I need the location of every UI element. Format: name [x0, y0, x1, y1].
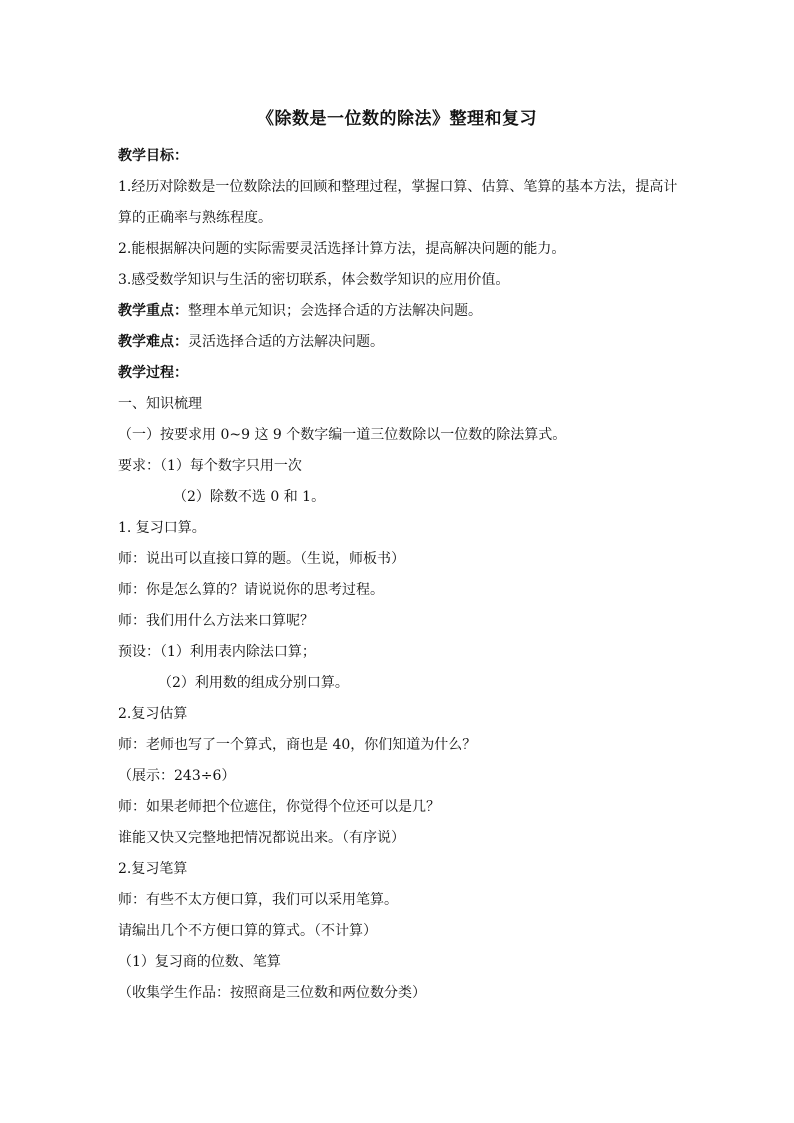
- goal-item-1: 1.经历对除数是一位数除法的回顾和整理过程，掌握口算、估算、笔算的基本方法，提高计算的正确率与熟练程度。: [118, 179, 678, 226]
- section-1-heading: 一、知识梳理: [118, 396, 202, 412]
- document-title: 《除数是一位数的除法》整理和复习: [257, 109, 537, 129]
- document-body: [118, 141, 678, 1009]
- requirement-2: （2）除数不选 0 和 1。: [173, 489, 326, 505]
- process-heading: 教学过程：: [118, 365, 188, 381]
- written-line-3: （1）复习商的位数、笔算: [118, 954, 281, 970]
- oral-line-2: 师：你是怎么算的？请说说你的思考过程。: [118, 582, 384, 598]
- preset-label: 预设：: [118, 644, 160, 660]
- written-line-2: 请编出几个不方便口算的算式。（不计算）: [118, 923, 377, 939]
- preset-1-text: （1）利用表内除法口算；: [160, 644, 316, 660]
- written-line-1: 师：有些不太方便口算，我们可以采用笔算。: [118, 892, 398, 908]
- part-1-text: （一）按要求用 0~9 这 9 个数字编一道三位数除以一位数的除法算式。: [118, 427, 567, 443]
- estimate-line-3: 师：如果老师把个位遮住，你觉得个位还可以是几？: [118, 799, 440, 815]
- estimate-line-1: 师：老师也写了一个算式，商也是 40，你们知道为什么？: [118, 737, 477, 753]
- goal-item-3: 3.感受数学知识与生活的密切联系，体会数学知识的应用价值。: [118, 272, 510, 288]
- estimate-line-4: 谁能又快又完整地把情况都说出来。（有序说）: [118, 830, 405, 846]
- goals-heading: 教学目标：: [118, 148, 188, 164]
- requirement-label: 要求：: [118, 458, 160, 474]
- difficulties-label: 教学难点：: [118, 334, 188, 350]
- estimate-line-2: （展示：243÷6）: [118, 768, 236, 784]
- oral-line-1: 师：说出可以直接口算的题。（生说，师板书）: [118, 551, 405, 567]
- key-points-text: 整理本单元知识；会选择合适的方法解决问题。: [188, 303, 482, 319]
- written-heading: 2.复习笔算: [118, 861, 188, 877]
- oral-line-3: 师：我们用什么方法来口算呢？: [118, 613, 314, 629]
- oral-preset-1: [118, 637, 678, 668]
- requirement-1-text: （1）每个数字只用一次: [160, 458, 302, 474]
- requirement-1: [118, 451, 678, 482]
- key-points-label: 教学重点：: [118, 303, 188, 319]
- key-points: [118, 296, 678, 327]
- difficulties: [118, 327, 678, 358]
- goal-item-2: 2.能根据解决问题的实际需要灵活选择计算方法，提高解决问题的能力。: [118, 241, 566, 257]
- written-line-4: （收集学生作品：按照商是三位数和两位数分类）: [118, 985, 426, 1001]
- difficulties-text: 灵活选择合适的方法解决问题。: [188, 334, 384, 350]
- oral-heading: 1. 复习口算。: [118, 520, 206, 536]
- estimate-heading: 2.复习估算: [118, 706, 188, 722]
- oral-preset-2: （2）利用数的组成分别口算。: [158, 675, 349, 691]
